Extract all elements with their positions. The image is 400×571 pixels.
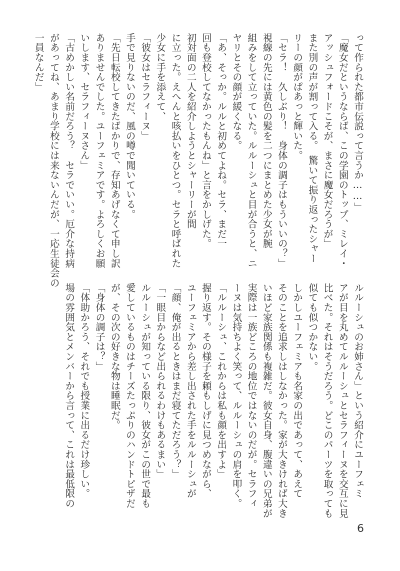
text-line: 愛しているものはチーズたっぷりのハンドトピザだ: [123, 283, 135, 509]
text-line: って作られた都市伝説って言うか……」: [352, 33, 363, 213]
text-line: ユーフェミアから差し出された手をルルーシュが: [184, 283, 196, 499]
text-line: 「あ、そっか。ルルと初めてよね。セラ、まだ一: [215, 33, 227, 249]
text-line: アッシュフォードこそが、まさに魔女だろうが」: [321, 33, 333, 249]
text-line: いほど家族関係も複雑だ。彼女自身、腹違いの兄弟が: [260, 283, 272, 519]
text-line: 手で見りないのだ、風の噂で聞いている。: [123, 33, 135, 220]
text-line: 実際は一族どころの地位ではないのだが。セラフィ: [245, 283, 257, 509]
text-line: に立った。えへんと咳払いをひとつ。セラと呼ばれた: [169, 33, 181, 269]
text-line: ルルーシュが知っている限り、彼女がこの世で最も: [139, 283, 151, 509]
text-line: 組みをして立っていた。ルルーシュと目が合うと、ニ: [245, 33, 257, 269]
text-line: 場の雰囲気とメンバーから言って、これは最低限の: [63, 283, 75, 509]
text-line: 「魔女だというならば、この学園のトップ、ミレイ・: [336, 33, 348, 269]
text-line: 「彼女はセラフィーヌ」: [139, 33, 151, 141]
text-block-upper: [32, 33, 365, 288]
text-line: 一員なんだ」: [32, 33, 44, 92]
text-line: 「一眼目からなど出られるわけもあるまい」: [154, 283, 166, 479]
text-line: 「古めかしい名前だろう？ セラでいい。厄介な持病: [63, 33, 75, 269]
page-number: 6: [357, 522, 364, 535]
text-line: 比べた。それはそうだろう。どこのパーツを取っても: [321, 283, 333, 519]
text-line: 似ても似つかない。: [306, 283, 318, 372]
text-line: しかしユーフェミアも名家の出であって、あえて: [291, 283, 303, 499]
text-line: が、その次の好きな物は睡眠だ。: [108, 283, 120, 430]
text-line: そのことを追求しはしなかった。家が大きければ大き: [275, 283, 287, 519]
text-block-lower: [63, 283, 365, 519]
text-line: アが目を丸めてルルーシュとセラフィーヌを交互に見: [336, 283, 348, 519]
text-line: 初対面の二人を紹介しようとシャーリーが間: [184, 33, 196, 229]
text-line: また別の声が割って入る。 驚いて振り返ったシャー: [306, 33, 318, 264]
text-line: 「ルルーシュ、これからは私も顔を出すよ」: [215, 283, 227, 479]
text-line: 少女に手を添えて、: [154, 33, 166, 122]
text-line: ありませんでした。ユーフェミアです。よろしくお願: [93, 33, 105, 269]
text-line: いします、セラフィーヌさん」: [78, 33, 90, 171]
text-line: ーヌは気持ちよく笑って、ルルーシュの肩を叩く。: [230, 283, 242, 509]
text-line: があってね、あまり学校には来ないんだが、一応生徒会の: [47, 33, 59, 288]
text-line: 「体助かろう、それでも授業に出るだけ珍しい。: [78, 283, 90, 499]
text-line: 回も登校してなかったもんね」と言をかしげた。: [199, 33, 211, 249]
text-line: 「身体の調子は？」: [93, 283, 105, 372]
text-line: 「顔、俺が出るときはまだ寝てただろう？」: [169, 283, 181, 479]
text-line: ルルーシュのお姉さん」という紹介にユーフェミ: [352, 283, 363, 499]
text-line: 「セラ！ 久しぶり！ 身体の調子はもういいの？」: [275, 33, 287, 269]
text-line: 視線の先には黄色の髪を二つにまとめた少女が腕: [260, 33, 272, 249]
text-line: ヤリとその顔が緩くなる。: [230, 33, 242, 151]
text-line: 握り返す。その様子を頼もしげに見つめながら、: [199, 283, 211, 499]
text-line: リーの顔がぱあっと輝いた。: [291, 33, 303, 161]
text-line: 「先日転校してきたばかりで、存知あげなくて申し訳: [108, 33, 120, 269]
